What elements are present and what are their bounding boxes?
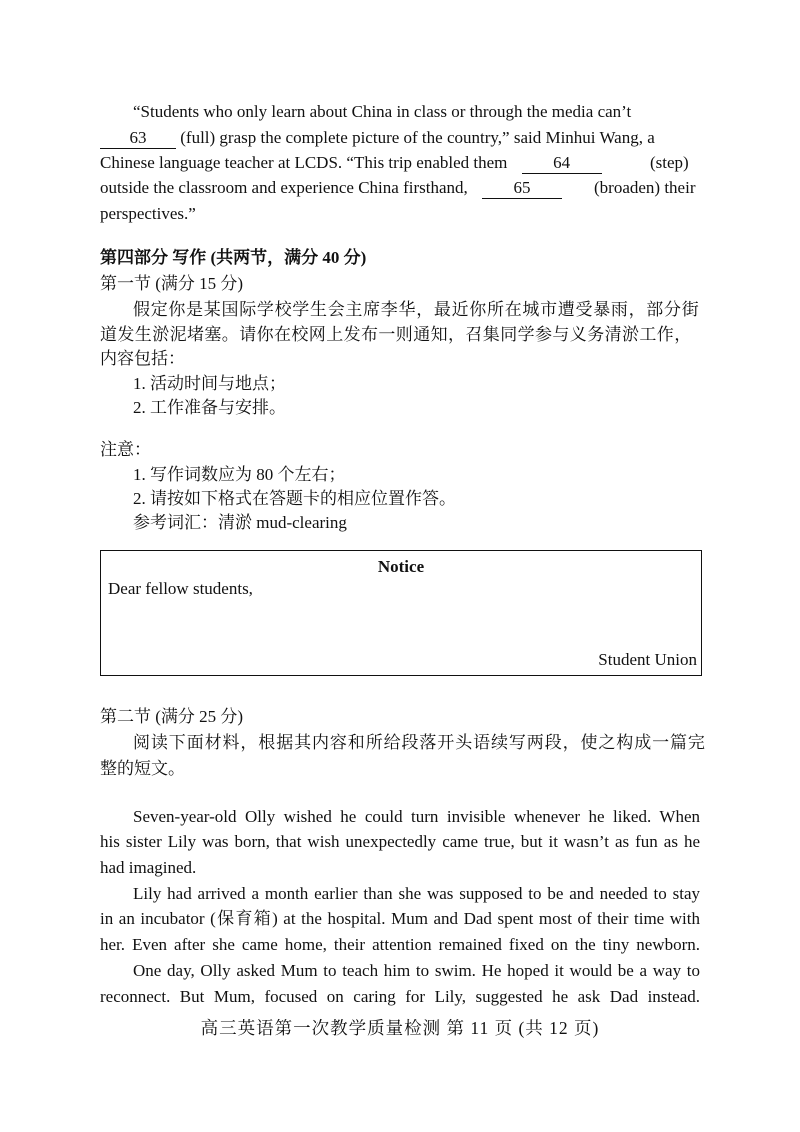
notice-answer-box[interactable] (100, 550, 702, 676)
reference-vocab: 参考词汇：清淤 mud-clearing (133, 513, 347, 532)
content-item: 2. 工作准备与安排。 (133, 398, 286, 417)
passage-line-2 (100, 126, 655, 150)
passage-line-3-text: Chinese language teacher at LCDS. “This trip enabled them (100, 153, 508, 172)
section1-heading: 第一节 (满分 15 分) (100, 274, 244, 293)
section2-instruction-line-2: 整的短文。 (100, 759, 185, 778)
page-footer: 高三英语第一次教学质量检测 第 11 页 (共 12 页) (200, 1018, 600, 1038)
story-p3-line-2: reconnect. But Mum, focused on caring for Lily, suggested he ask Dad instead. (100, 987, 700, 1006)
answer-blank-63[interactable]: 63 (100, 128, 176, 149)
part4-heading: 第四部分 写作 (共两节，满分 40 分) (100, 248, 367, 267)
note-item: 2. 请按如下格式在答题卡的相应位置作答。 (133, 489, 456, 508)
passage-line-4 (100, 176, 562, 200)
notes-heading: 注意： (100, 440, 151, 459)
story-p2-line-3: her. Even after she came home, their attention remained fixed on the tiny newborn. (100, 935, 700, 954)
passage-hint-step: (step) (650, 153, 689, 172)
story-p1-line-2: his sister Lily was born, that wish unexpectedly came true, but it wasn’t as fun as he (100, 832, 700, 851)
section1-prompt-line-2: 道发生淤泥堵塞。请你在校网上发布一则通知，召集同学参与义务清淤工作， (100, 325, 692, 344)
passage-line-4-text: outside the classroom and experience China firsthand, (100, 178, 468, 197)
passage-line-1: “Students who only learn about China in class or through the media can’t (133, 102, 632, 121)
answer-blank-65[interactable]: 65 (482, 178, 562, 199)
content-item: 1. 活动时间与地点； (133, 374, 286, 393)
story-p3-line-1: One day, Olly asked Mum to teach him to swim. He hoped it would be a way to (133, 961, 700, 980)
notice-signature: Student Union (598, 650, 697, 669)
section1-prompt-line-3: 内容包括： (100, 349, 185, 368)
answer-blank-64[interactable]: 64 (522, 153, 602, 174)
section1-prompt-line-1: 假定你是某国际学校学生会主席李华，最近你所在城市遭受暴雨，部分街 (133, 300, 700, 319)
story-p1-line-1: Seven-year-old Olly wished he could turn invisible whenever he liked. When (133, 807, 700, 826)
passage-line-3 (100, 151, 602, 175)
passage-line-5: perspectives.” (100, 204, 196, 223)
section2-heading: 第二节 (满分 25 分) (100, 707, 244, 726)
passage-hint-broaden: (broaden) their (594, 178, 696, 197)
section2-instruction-line-1: 阅读下面材料，根据其内容和所给段落开头语续写两段，使之构成一篇完 (133, 733, 706, 752)
notice-title: Notice (377, 557, 425, 576)
story-p2-line-1: Lily had arrived a month earlier than she was supposed to be and needed to stay (133, 884, 700, 903)
passage-line-2-text: (full) grasp the complete picture of the country,” said Minhui Wang, a (180, 128, 655, 147)
notice-greeting: Dear fellow students, (108, 579, 253, 598)
story-p1-line-3: had imagined. (100, 858, 197, 877)
story-p2-line-2: in an incubator (保育箱) at the hospital. Mum and Dad spent most of their time with (100, 909, 700, 928)
note-item: 1. 写作词数应为 80 个左右； (133, 465, 346, 484)
